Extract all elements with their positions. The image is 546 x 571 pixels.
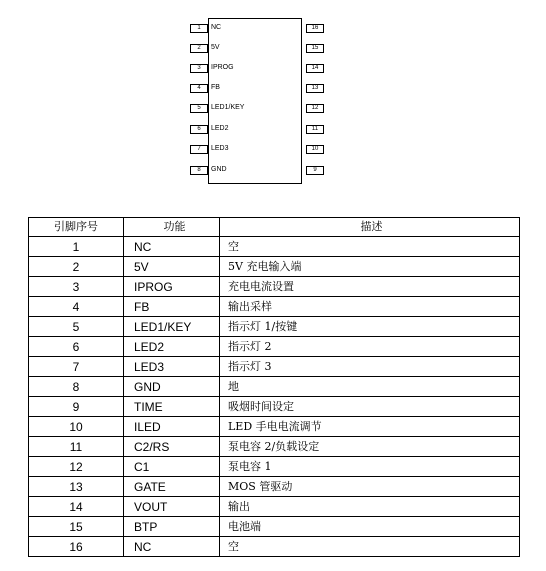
pin-number-cell: 10 [29, 417, 124, 437]
pin-label: 5V [211, 44, 220, 51]
function-cell: GATE [124, 477, 220, 497]
table-row [29, 357, 520, 377]
pin-number-cell: 12 [29, 457, 124, 477]
pin-number-box: 10 [306, 145, 324, 154]
pin-number-cell: 6 [29, 337, 124, 357]
table-row [29, 297, 520, 317]
pin-label: LED1/KEY [211, 104, 245, 111]
pin-label: FB [211, 84, 220, 91]
table-row [29, 437, 520, 457]
pin-number-box: 7 [190, 145, 208, 154]
description-cell: 空 [220, 237, 520, 257]
function-cell: NC [124, 237, 220, 257]
pin-number-box: 11 [306, 125, 324, 134]
function-cell: LED2 [124, 337, 220, 357]
pin-number-box: 4 [190, 84, 208, 93]
pin-label: IPROG [211, 64, 234, 71]
function-cell: GND [124, 377, 220, 397]
description-cell: LED 手电电流调节 [220, 417, 520, 437]
description-cell: 电池端 [220, 517, 520, 537]
table-row [29, 257, 520, 277]
pin-number-cell: 14 [29, 497, 124, 517]
function-cell: 5V [124, 257, 220, 277]
description-cell: 指示灯 2 [220, 337, 520, 357]
pin-number-box: 16 [306, 24, 324, 33]
table-row [29, 337, 520, 357]
description-cell: 指示灯 3 [220, 357, 520, 377]
table-row [29, 237, 520, 257]
pin-number-box: 6 [190, 125, 208, 134]
pin-number-cell: 1 [29, 237, 124, 257]
pin-number-cell: 7 [29, 357, 124, 377]
table-row [29, 377, 520, 397]
description-cell: MOS 管驱动 [220, 477, 520, 497]
table-row [29, 537, 520, 557]
function-cell: LED1/KEY [124, 317, 220, 337]
pin-label: LED2 [211, 125, 229, 132]
pin-number-cell: 4 [29, 297, 124, 317]
pin-number-cell: 8 [29, 377, 124, 397]
pin-number-box: 2 [190, 44, 208, 53]
description-cell: 吸烟时间设定 [220, 397, 520, 417]
header-pin-number: 引脚序号 [29, 218, 124, 237]
description-cell: 输出采样 [220, 297, 520, 317]
pin-label: GND [211, 166, 227, 173]
description-cell: 充电电流设置 [220, 277, 520, 297]
table-row [29, 497, 520, 517]
pin-number-box: 1 [190, 24, 208, 33]
table-row [29, 417, 520, 437]
function-cell: VOUT [124, 497, 220, 517]
pin-number-cell: 9 [29, 397, 124, 417]
pin-number-cell: 15 [29, 517, 124, 537]
pin-number-cell: 3 [29, 277, 124, 297]
pin-description-table [28, 217, 520, 557]
table-row [29, 457, 520, 477]
function-cell: ILED [124, 417, 220, 437]
description-cell: 泵电容 1 [220, 457, 520, 477]
function-cell: BTP [124, 517, 220, 537]
ic-package-body [208, 18, 302, 184]
pin-number-box: 13 [306, 84, 324, 93]
function-cell: C1 [124, 457, 220, 477]
pin-number-box: 8 [190, 166, 208, 175]
table-row [29, 397, 520, 417]
pin-number-cell: 16 [29, 537, 124, 557]
pin-number-cell: 11 [29, 437, 124, 457]
pin-number-cell: 13 [29, 477, 124, 497]
function-cell: FB [124, 297, 220, 317]
function-cell: IPROG [124, 277, 220, 297]
description-cell: 输出 [220, 497, 520, 517]
pin-number-box: 15 [306, 44, 324, 53]
pin-label: LED3 [211, 145, 229, 152]
header-function: 功能 [124, 218, 220, 237]
description-cell: 泵电容 2/负载设定 [220, 437, 520, 457]
function-cell: C2/RS [124, 437, 220, 457]
pin-label: NC [211, 24, 222, 31]
pin-number-cell: 5 [29, 317, 124, 337]
pin-number-cell: 2 [29, 257, 124, 277]
pin-number-box: 12 [306, 104, 324, 113]
pin-number-box: 9 [306, 166, 324, 175]
table-row [29, 517, 520, 537]
table-row [29, 477, 520, 497]
pin-number-box: 14 [306, 64, 324, 73]
table-header-row [29, 218, 520, 237]
function-cell: NC [124, 537, 220, 557]
function-cell: TIME [124, 397, 220, 417]
table-row [29, 317, 520, 337]
description-cell: 指示灯 1/按键 [220, 317, 520, 337]
pin-number-box: 5 [190, 104, 208, 113]
table-row [29, 277, 520, 297]
description-cell: 5V 充电输入端 [220, 257, 520, 277]
description-cell: 地 [220, 377, 520, 397]
function-cell: LED3 [124, 357, 220, 377]
pin-number-box: 3 [190, 64, 208, 73]
header-description: 描述 [220, 218, 520, 237]
description-cell: 空 [220, 537, 520, 557]
